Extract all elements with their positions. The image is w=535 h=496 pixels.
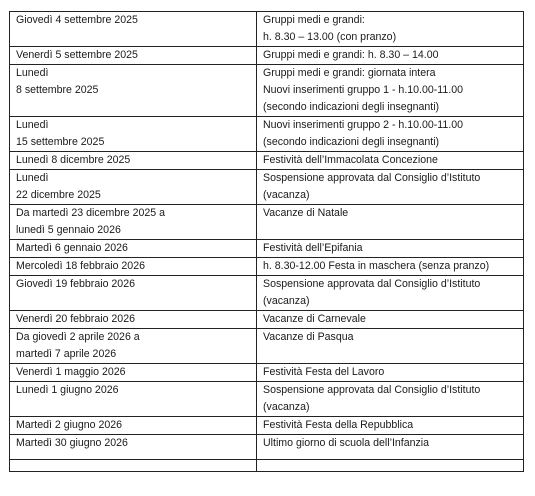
table-row [10, 65, 524, 117]
description-cell [257, 170, 524, 205]
date-cell-line: lunedì 5 gennaio 2026 [16, 224, 121, 236]
date-cell [10, 364, 257, 382]
description-cell-line: Gruppi medi e grandi: [263, 14, 365, 26]
table-row [10, 329, 524, 364]
date-cell [10, 435, 257, 460]
table-row [10, 382, 524, 417]
table-row [10, 417, 524, 435]
description-cell-line: (vacanza) [263, 295, 310, 307]
table-row [10, 47, 524, 65]
description-cell-line: Festività dell’Immacolata Concezione [263, 154, 438, 166]
table-row [10, 152, 524, 170]
table-row [10, 240, 524, 258]
description-cell [257, 65, 524, 117]
table-row [10, 460, 524, 472]
description-cell-line: Vacanze di Carnevale [263, 313, 366, 325]
date-cell-line: Giovedì 19 febbraio 2026 [16, 278, 135, 290]
description-cell-line: (vacanza) [263, 401, 310, 413]
description-cell [257, 205, 524, 240]
table-row [10, 364, 524, 382]
description-cell-line: Ultimo giorno di scuola dell’Infanzia [263, 437, 430, 449]
date-cell [10, 311, 257, 329]
description-cell [257, 329, 524, 364]
date-cell-line: Venerdì 5 settembre 2025 [16, 49, 138, 61]
date-cell [10, 417, 257, 435]
description-cell-line: h. 8.30 – 13.00 (con pranzo) [263, 31, 397, 43]
description-cell-line: Vacanze di Natale [263, 207, 349, 219]
date-cell [10, 117, 257, 152]
description-cell [257, 117, 524, 152]
date-cell-line: Lunedì 1 giugno 2026 [16, 384, 119, 396]
description-cell [257, 382, 524, 417]
date-cell [10, 329, 257, 364]
description-cell-line: (secondo indicazioni degli insegnanti) [263, 101, 440, 113]
description-cell-line: Festività dell’Epifania [263, 242, 363, 254]
description-cell [257, 240, 524, 258]
date-cell [10, 460, 257, 472]
description-cell-line: Nuovi inserimenti gruppo 1 - h.10.00-11.00 [263, 84, 464, 96]
table-row [10, 117, 524, 152]
description-cell [257, 258, 524, 276]
description-cell [257, 276, 524, 311]
date-cell-line: Venerdì 1 maggio 2026 [16, 366, 126, 378]
date-cell-line: Venerdì 20 febbraio 2026 [16, 313, 135, 325]
date-cell [10, 240, 257, 258]
date-cell-line: 15 settembre 2025 [16, 136, 105, 148]
description-cell-line: Gruppi medi e grandi: giornata intera [263, 67, 436, 79]
date-cell [10, 12, 257, 47]
date-cell [10, 258, 257, 276]
date-cell-line: Mercoledì 18 febbraio 2026 [16, 260, 145, 272]
description-cell-line: Sospensione approvata dal Consiglio d’Istituto [263, 384, 481, 396]
description-cell [257, 152, 524, 170]
date-cell [10, 65, 257, 117]
date-cell [10, 170, 257, 205]
description-cell-line: Sospensione approvata dal Consiglio d’Istituto [263, 172, 481, 184]
date-cell-line: Da giovedì 2 aprile 2026 a [16, 331, 140, 343]
date-cell-line: martedì 7 aprile 2026 [16, 348, 117, 360]
date-cell-line: Lunedì [16, 119, 49, 131]
table-row [10, 258, 524, 276]
date-cell-line: Lunedì 8 dicembre 2025 [16, 154, 131, 166]
description-cell [257, 435, 524, 460]
description-cell-line: Vacanze di Pasqua [263, 331, 354, 343]
date-cell-line: 8 settembre 2025 [16, 84, 99, 96]
table-row [10, 170, 524, 205]
school-calendar-table [9, 11, 524, 472]
date-cell-line: Lunedì [16, 67, 49, 79]
table-row [10, 276, 524, 311]
description-cell-line: Gruppi medi e grandi: h. 8.30 – 14.00 [263, 49, 439, 61]
description-cell [257, 460, 524, 472]
description-cell [257, 417, 524, 435]
description-cell [257, 12, 524, 47]
description-cell-line: Festività Festa della Repubblica [263, 419, 414, 431]
table-row [10, 12, 524, 47]
date-cell-line: Giovedì 4 settembre 2025 [16, 14, 138, 26]
description-cell-line: Nuovi inserimenti gruppo 2 - h.10.00-11.00 [263, 119, 464, 131]
description-cell-line: Festività Festa del Lavoro [263, 366, 385, 378]
date-cell [10, 152, 257, 170]
table-row [10, 311, 524, 329]
date-cell [10, 205, 257, 240]
description-cell-line: Sospensione approvata dal Consiglio d’Istituto [263, 278, 481, 290]
date-cell-line: Da martedì 23 dicembre 2025 a [16, 207, 165, 219]
date-cell [10, 47, 257, 65]
calendar-table-body [10, 12, 524, 472]
description-cell-line: h. 8.30-12.00 Festa in maschera (senza pranzo) [263, 260, 490, 272]
date-cell-line: Martedì 30 giugno 2026 [16, 437, 128, 449]
description-cell-line: (secondo indicazioni degli insegnanti) [263, 136, 440, 148]
table-row [10, 205, 524, 240]
date-cell-line: Martedì 6 gennaio 2026 [16, 242, 128, 254]
date-cell [10, 276, 257, 311]
description-cell [257, 47, 524, 65]
date-cell-line: 22 dicembre 2025 [16, 189, 101, 201]
table-row [10, 435, 524, 460]
date-cell [10, 382, 257, 417]
description-cell [257, 364, 524, 382]
description-cell [257, 311, 524, 329]
date-cell-line: Lunedì [16, 172, 49, 184]
description-cell-line: (vacanza) [263, 189, 310, 201]
date-cell-line: Martedì 2 giugno 2026 [16, 419, 123, 431]
